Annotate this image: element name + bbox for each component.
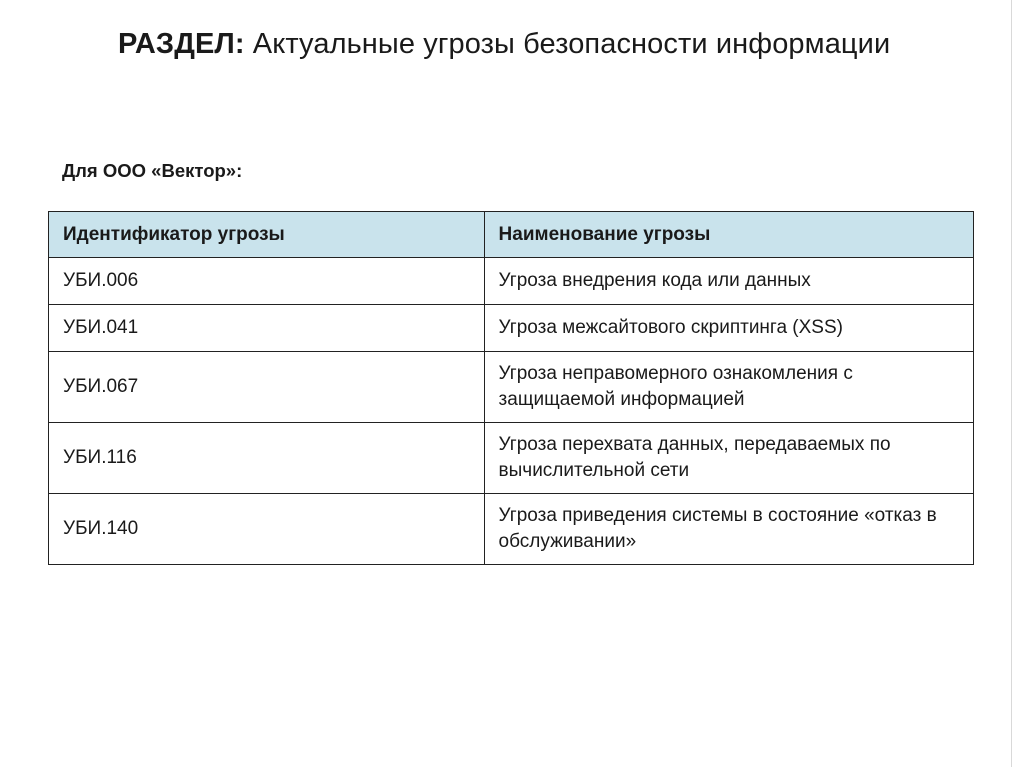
threat-name-cell: Угроза межсайтового скриптинга (XSS) xyxy=(484,305,973,352)
threat-id-cell: УБИ.067 xyxy=(49,352,485,423)
table-row xyxy=(49,423,974,494)
threats-table xyxy=(48,211,974,565)
table-row xyxy=(49,258,974,305)
title-text: Актуальные угрозы безопасности информации xyxy=(252,28,891,60)
header-threat-id: Идентификатор угрозы xyxy=(49,212,485,258)
table-row xyxy=(49,494,974,565)
threat-name-cell: Угроза неправомерного ознакомления с защищаемой информацией xyxy=(484,352,973,423)
threat-id-cell: УБИ.116 xyxy=(49,423,485,494)
threat-name-cell: Угроза перехвата данных, передаваемых по вычислительной сети xyxy=(484,423,973,494)
threat-name-cell: Угроза внедрения кода или данных xyxy=(484,258,973,305)
table-row xyxy=(49,305,974,352)
header-threat-name: Наименование угрозы xyxy=(484,212,973,258)
threat-name-cell: Угроза приведения системы в состояние «отказ в обслуживании» xyxy=(484,494,973,565)
threat-id-cell: УБИ.140 xyxy=(49,494,485,565)
table-row xyxy=(49,352,974,423)
table-header-row xyxy=(49,212,974,258)
subtitle: Для ООО «Вектор»: xyxy=(62,160,243,181)
threat-id-cell: УБИ.041 xyxy=(49,305,485,352)
title-prefix: РАЗДЕЛ: xyxy=(118,28,245,60)
threat-id-cell: УБИ.006 xyxy=(49,258,485,305)
slide-title xyxy=(118,28,890,61)
